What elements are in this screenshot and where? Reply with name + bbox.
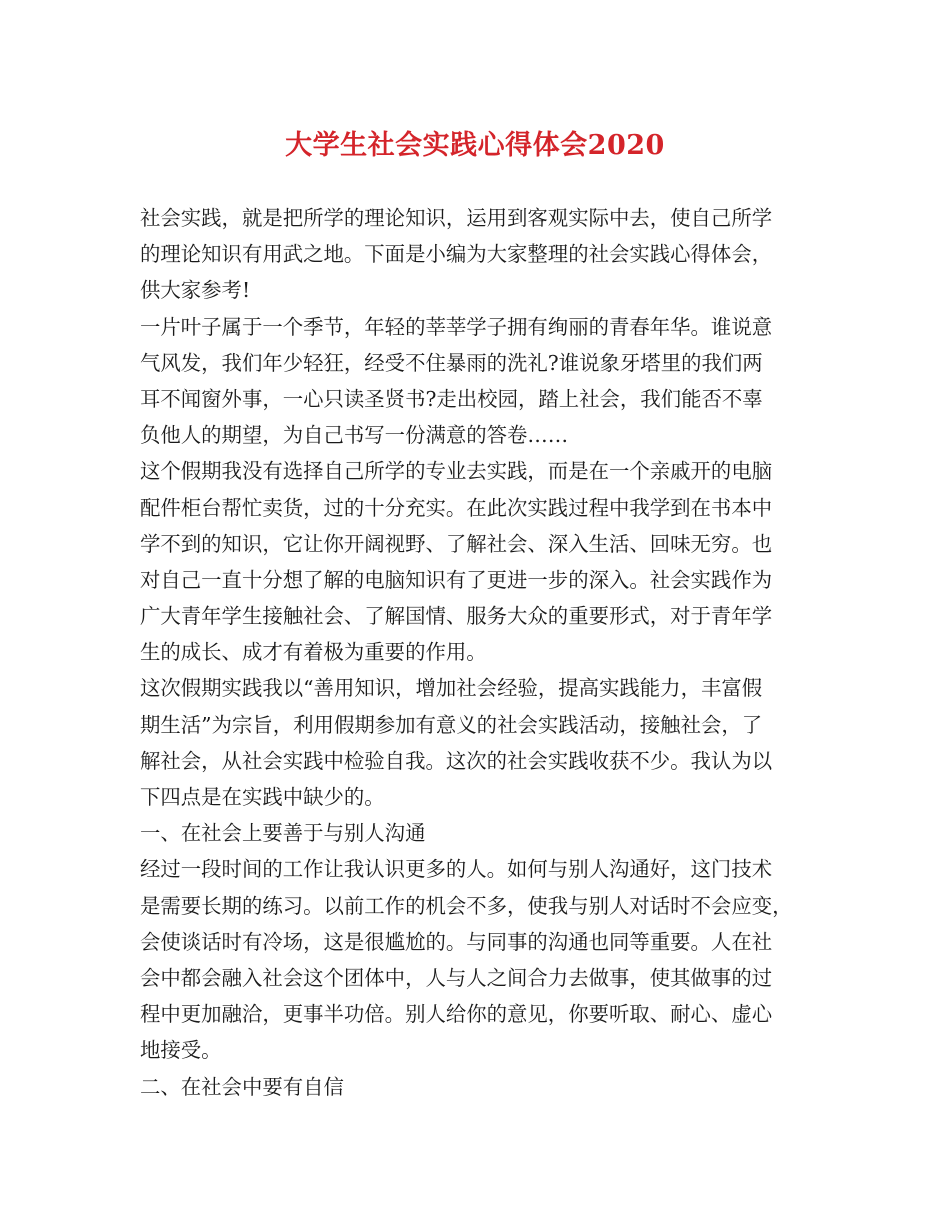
text-line: 下四点是在实践中缺少的。 <box>140 785 385 809</box>
text-line: 耳不闻窗外事，一心只读圣贤书?走出校园，踏上社会，我们能否不辜 <box>140 386 763 411</box>
document-body <box>140 200 820 1105</box>
text-line: 这次假期实践我以“善用知识，增加社会经验，提高实践能力，丰富假 <box>140 676 763 701</box>
text-line: 经过一段时间的工作让我认识更多的人。如何与别人沟通好，这门技术 <box>140 857 773 882</box>
text-line: 程中更加融洽，更事半功倍。别人给你的意见，你要听取、耐心、虚心 <box>140 1002 773 1027</box>
text-line: 配件柜台帮忙卖货，过的十分充实。在此次实践过程中我学到在书本中 <box>140 495 773 520</box>
text-line: 生的成长、成才有着极为重要的作用。 <box>140 640 487 665</box>
text-line: 地接受。 <box>140 1038 222 1063</box>
text-line: 社会实践，就是把所学的理论知识，运用到客观实际中去，使自己所学 <box>140 206 773 230</box>
section-heading: 一、在社会上要善于与别人沟通 <box>140 821 426 846</box>
text-line: 对自己一直十分想了解的电脑知识有了更进一步的深入。社会实践作为 <box>140 567 773 592</box>
text-line: 会使谈话时有冷场，这是很尴尬的。与同事的沟通也同等重要。人在社 <box>140 929 773 954</box>
text-line: 负他人的期望，为自己书写一份满意的答卷…… <box>140 423 569 448</box>
section-heading: 二、在社会中要有自信 <box>140 1074 344 1099</box>
text-line: 学不到的知识，它让你开阔视野、了解社会、深入生活、回味无穷。也 <box>140 531 773 556</box>
text-line: 广大青年学生接触社会、了解国情、服务大众的重要形式，对于青年学 <box>140 604 773 629</box>
text-line: 解社会，从社会实践中检验自我。这次的社会实践收获不少。我认为以 <box>140 748 773 773</box>
text-line: 供大家参考! <box>140 278 251 303</box>
text-line: 气风发，我们年少轻狂，经受不住暴雨的洗礼?谁说象牙塔里的我们两 <box>140 350 763 375</box>
text-line: 期生活”为宗旨，利用假期参加有意义的社会实践活动，接触社会，了 <box>140 712 763 737</box>
text-line: 这个假期我没有选择自己所学的专业去实践，而是在一个亲戚开的电脑 <box>140 459 773 484</box>
text-line: 的理论知识有用武之地。下面是小编为大家整理的社会实践心得体会， <box>140 242 773 267</box>
text-line: 一片叶子属于一个季节，年轻的莘莘学子拥有绚丽的青春年华。谁说意 <box>140 314 773 339</box>
text-line: 会中都会融入社会这个团体中，人与人之间合力去做事，使其做事的过 <box>140 965 773 990</box>
document-title: 大学生社会实践心得体会2020 <box>285 130 665 161</box>
text-line: 是需要长期的练习。以前工作的机会不多，使我与别人对话时不会应变， <box>140 893 793 918</box>
